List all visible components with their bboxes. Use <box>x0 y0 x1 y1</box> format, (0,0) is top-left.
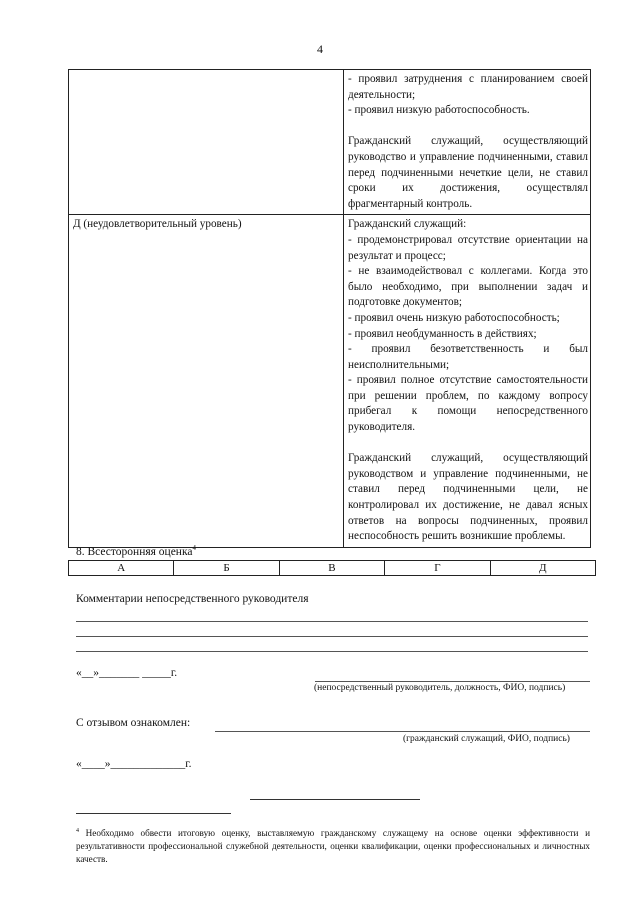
description-line: Гражданский служащий, осуществляющий руководство и управление подчиненными, ставил перед подчиненными нечеткие цели, не ставил сроки их достижения, осуществлял фрагментарный контроль. <box>348 135 588 210</box>
description-line: - не взаимодействовал с коллегами. Когда это было необходимо, при выполнении задач и подготовке документов; <box>348 265 588 309</box>
signature-line-1[interactable] <box>315 681 590 682</box>
grade-option[interactable]: В <box>279 561 384 576</box>
table-row <box>69 70 591 215</box>
description-cell <box>344 70 591 215</box>
signature-caption-1: (непосредственный руководитель, должность, ФИО, подпись) <box>314 683 566 693</box>
section-8-title <box>76 544 196 558</box>
grade-selection-table <box>68 560 596 576</box>
footnote-text: Необходимо обвести итоговую оценку, выставляемую гражданскому служащему на основе оценки эффективности и результативности профессиональной служебной деятельности, оценки квалификации, оценки профессиональных и личностных качеств. <box>76 828 591 865</box>
description-line: - проявил низкую работоспособность. <box>348 104 530 117</box>
grade-option[interactable]: Б <box>174 561 279 576</box>
description-line: - продемонстрировал отсутствие ориентации на результат и процесс; <box>348 233 588 262</box>
acknowledgement-caption: (гражданский служащий, ФИО, подпись) <box>403 734 570 744</box>
level-cell <box>69 70 344 215</box>
section-8-title-text: 8. Всесторонняя оценка <box>76 545 193 558</box>
grade-option[interactable]: А <box>69 561 174 576</box>
description-line: - проявил необдуманность в действиях; <box>348 327 537 340</box>
description-line: - проявил затруднения с планированием своей деятельности; <box>348 73 588 101</box>
date-field-1[interactable]: «__»_______ _____г. <box>76 667 178 679</box>
footnote-separator <box>76 813 231 814</box>
grade-option[interactable]: Г <box>385 561 490 576</box>
level-cell: Д (неудовлетворительный уровень) <box>69 215 344 547</box>
acknowledgement-label: С отзывом ознакомлен: <box>76 717 191 729</box>
evaluation-table <box>68 69 591 548</box>
description-line: - проявил очень низкую работоспособность; <box>348 311 560 324</box>
footnote <box>76 825 590 866</box>
acknowledgement-line[interactable] <box>215 731 590 732</box>
comment-line-1[interactable] <box>76 621 588 622</box>
description-line: Гражданский служащий: <box>348 218 467 231</box>
center-rule <box>250 799 420 800</box>
page-number: 4 <box>317 42 323 56</box>
comments-title: Комментарии непосредственного руководителя <box>76 593 309 605</box>
comment-line-2[interactable] <box>76 636 588 637</box>
footnote-number: 4 <box>76 828 79 834</box>
comment-line-3[interactable] <box>76 651 588 652</box>
grade-option[interactable]: Д <box>490 561 595 576</box>
date-field-2[interactable]: «____»_____________г. <box>76 758 192 770</box>
table-row <box>69 215 591 547</box>
description-line: - проявил полное отсутствие самостоятельности при решении проблем, по каждому вопросу прибегал к помощи непосредственного руководителя. <box>348 374 588 434</box>
description-line: Гражданский служащий, осуществляющий руководством и управление подчиненными, не ставил перед подчиненными цели, не контролировал их достижение, не давал ясных ответов на вопросы подчиненных, проявил неспособность решить возникшие проблемы. <box>348 452 588 543</box>
footnote-reference: 4 <box>192 544 196 552</box>
description-cell <box>344 215 591 547</box>
description-line: - проявил безответственность и был неисполнительными; <box>348 343 588 371</box>
